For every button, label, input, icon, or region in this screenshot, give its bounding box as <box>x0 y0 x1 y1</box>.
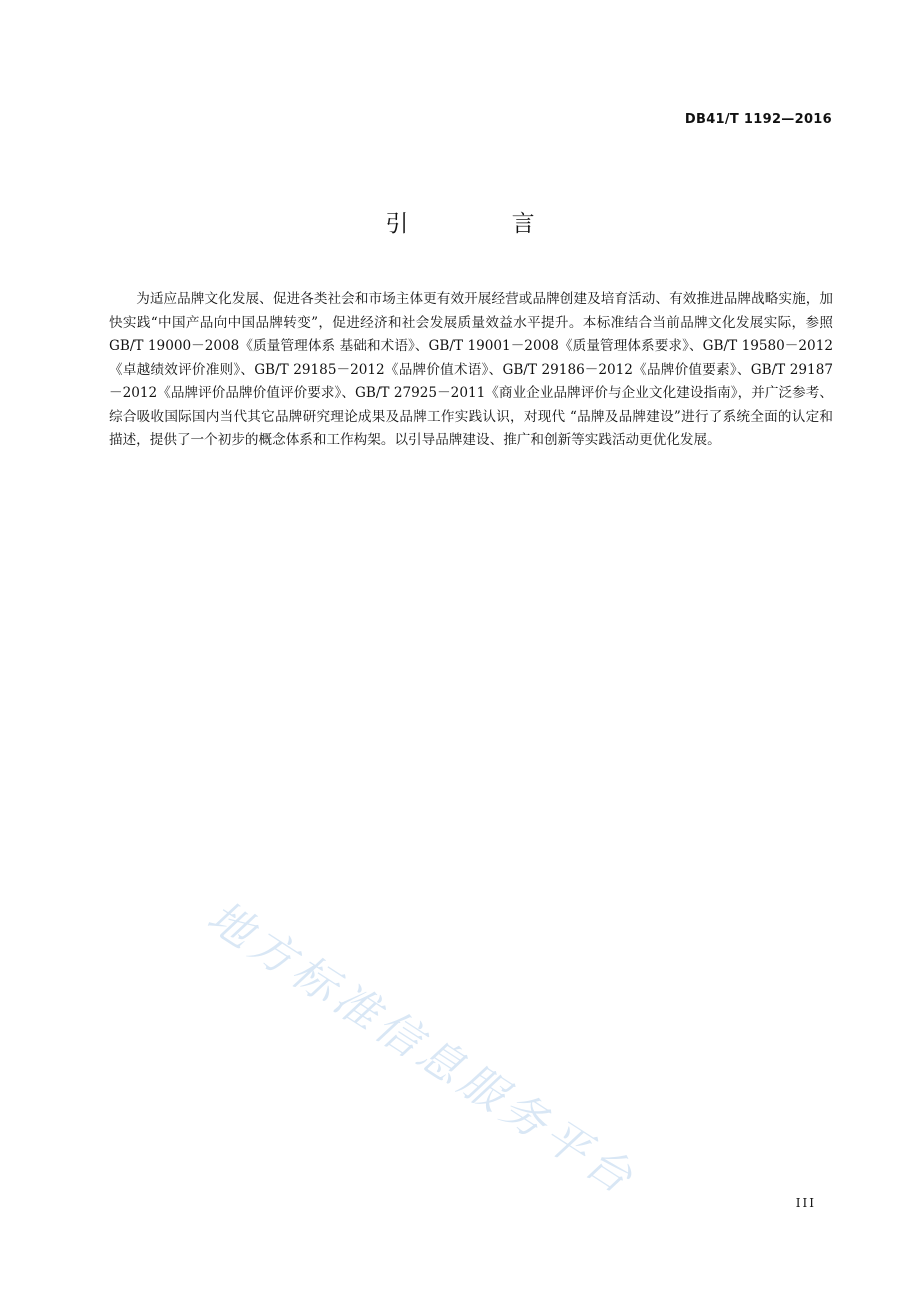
page-number: III <box>795 1196 816 1210</box>
section-title: 引 言 <box>385 211 583 237</box>
intro-paragraph: 为适应品牌文化发展、促进各类社会和市场主体更有效开展经营或品牌创建及培育活动、有效推进品牌战略实施，加快实践“中国产品向中国品牌转变”，促进经济和社会发展质量效益水平提升。本标准结合当前品牌文化发展实际，参照GB/T 19000－2008《质量管理体系 基础和术语》、GB/T 19001－2008《质量管理体系要求》、GB/T 19580－2012《卓越绩效评价准则》、GB/T 29185－2012《品牌价值术语》、GB/T 29186－2012《品牌价值要素》、GB/T 29187－2012《品牌评价品牌价值评价要求》、GB/T 27925－2011《商业企业品牌评价与企业文化建设指南》，并广泛参考、综合吸收国际国内当代其它品牌研究理论成果及品牌工作实践认识，对现代 “品牌及品牌建设”进行了系统全面的认定和描述，提供了一个初步的概念体系和工作构架。以引导品牌建设、推广和创新等实践活动更优化发展。 <box>109 291 833 448</box>
watermark: 地方标准信息服务平台 <box>198 891 646 1207</box>
document-code: DB41/T 1192—2016 <box>684 112 832 127</box>
